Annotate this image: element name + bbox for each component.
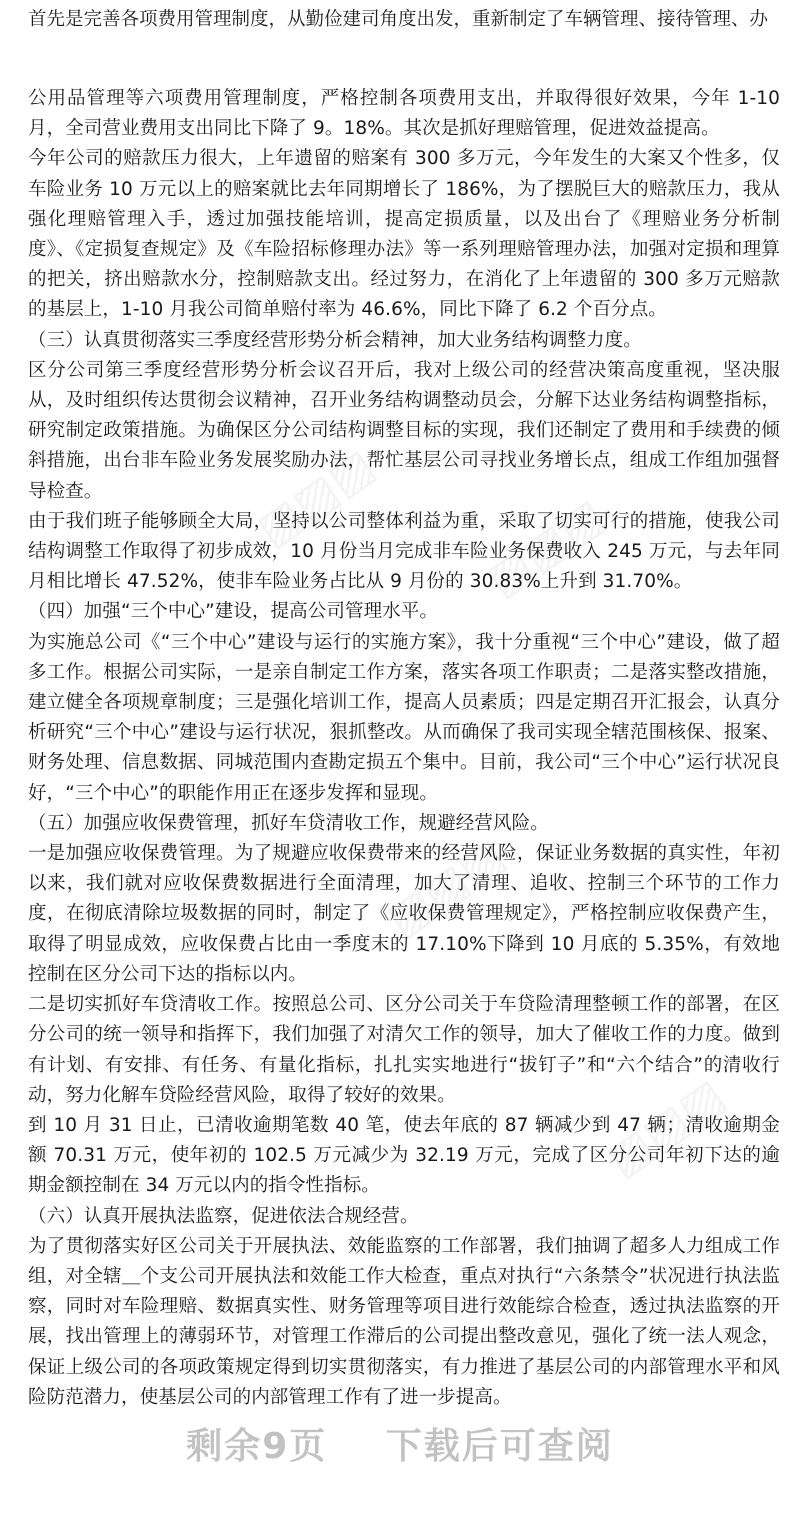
section-heading: （五）加强应收保费管理，抓好车贷清收工作，规避经营风险。 — [28, 812, 549, 834]
paragraph: 由于我们班子能够顾全大局，坚持以公司整体利益为重，采取了切实可行的措施，使我公司结构调整工作取得了初步成效，10 月份当月完成非车险业务保费收入 245 万元，与去年同月相比增长 47.52%，使非车险业务占比从 9 月份的 30.83%上升到 31.70%。 — [28, 510, 780, 593]
document-body — [28, 84, 780, 1413]
section-heading: （六）认真开展执法监察，促进依法合规经营。 — [28, 1205, 419, 1227]
paragraph: 一是加强应收保费管理。为了规避应收保费带来的经营风险，保证业务数据的真实性，年初以来，我们就对应收保费数据进行全面清理，加大了清理、追收、控制三个环节的工作力度，在彻底清除垃圾数据的同时，制定了《应收保费管理规定》，严格控制应收保费产生，取得了明显成效，应收保费占比由一季度末的 17.10%下降到 10 月底的 5.35%，有效地控制在区分公司下达的指标以内。 — [28, 843, 780, 985]
download-to-read-label: 下载后可查阅 — [385, 1426, 614, 1467]
document-first-line: 首先是完善各项费用管理制度，从勤俭建司角度出发，重新制定了车辆管理、接待管理、办 — [28, 9, 769, 30]
section-heading: （四）加强“三个中心”建设，提高公司管理水平。 — [28, 601, 438, 623]
paragraph: 为了贯彻落实好区公司关于开展执法、效能监察的工作部署，我们抽调了超多人力组成工作组，对全辖＿个支公司开展执法和效能工作大检查，重点对执行“六条禁令”状况进行执法监察，同时对车险理赔、数据真实性、财务管理等项目进行效能综合检查，透过执法监察的开展，找出管理上的薄弱环节，对管理工作滞后的公司提出整改意见，强化了统一法人观念，保证上级公司的各项政策规定得到切实贯彻落实，有力推进了基层公司的内部管理水平和风险防范潜力，使基层公司的内部管理工作有了进一步提高。 — [28, 1235, 780, 1408]
paragraph: 为实施总公司《“三个中心”建设与运行的实施方案》，我十分重视“三个中心”建设，做了超多工作。根据公司实际，一是亲自制定工作方案，落实各项工作职责；二是落实整改措施，建立健全各项规章制度；三是强化培训工作，提高人员素质；四是定期召开汇报会，认真分析研究“三个中心”建设与运行状况，狠抓整改。从而确保了我司实现全辖范围核保、报案、财务处理、信息数据、同城范围内查勘定损五个集中。目前，我公司“三个中心”运行状况良好，“三个中心”的职能作用正在逐步发挥和显现。 — [28, 631, 780, 804]
remaining-pages-label: 剩余9页 — [186, 1426, 328, 1467]
paragraph: 到 10 月 31 日止，已清收逾期笔数 40 笔，使去年底的 87 辆减少到 47 辆；清收逾期金额 70.31 万元，使年初的 102.5 万元减少为 32.19 万元，完成了区分公司年初下达的逾期金额控制在 34 万元以内的指令性指标。 — [28, 1114, 780, 1197]
paragraph: 区分公司第三季度经营形势分析会议召开后，我对上级公司的经营决策高度重视，坚决服从，及时组织传达贯彻会议精神，召开业务结构调整动员会，分解下达业务结构调整指标，研究制定政策措施。为确保区分公司结构调整目标的实现，我们还制定了费用和手续费的倾斜措施，出台非车险业务发展奖励办法，帮忙基层公司寻找业务增长点，组成工作组加强督导检查。 — [28, 359, 780, 502]
paragraph: 今年公司的赔款压力很大，上年遗留的赔案有 300 多万元，今年发生的大案又个性多，仅车险业务 10 万元以上的赔案就比去年同期增长了 186%，为了摆脱巨大的赔款压力，我从强化理赔管理入手，透过加强技能培训，提高定损质量，以及出台了《理赔业务分析制度》、《定损复查规定》及《车险招标修理办法》等一系列理赔管理办法，加强对定损和理算的把关，挤出赔款水分，控制赔款支出。经过努力，在消化了上年遗留的 300 多万元赔款的基层上，1-10 月我公司简单赔付率为 46.6%，同比下降了 6.2 个百分点。 — [28, 148, 780, 321]
paragraph: 公用品管理等六项费用管理制度，严格控制各项费用支出，并取得很好效果，今年 1-10 月，全司营业费用支出同比下降了 9。18%。其次是抓好理赔管理，促进效益提高。 — [28, 88, 780, 140]
download-prompt-banner[interactable] — [0, 1418, 800, 1469]
paragraph: 二是切实抓好车贷清收工作。按照总公司、区分公司关于车贷险清理整顿工作的部署，在区分公司的统一领导和指挥下，我们加强了对清欠工作的领导，加大了催收工作的力度。做到有计划、有安排、有任务、有量化指标，扎扎实实地进行“拔钉子”和“六个结合”的清收行动，努力化解车贷险经营风险，取得了较好的效果。 — [28, 994, 780, 1106]
section-heading: （三）认真贯彻落实三季度经营形势分析会精神，加大业务结构调整力度。 — [28, 329, 642, 351]
